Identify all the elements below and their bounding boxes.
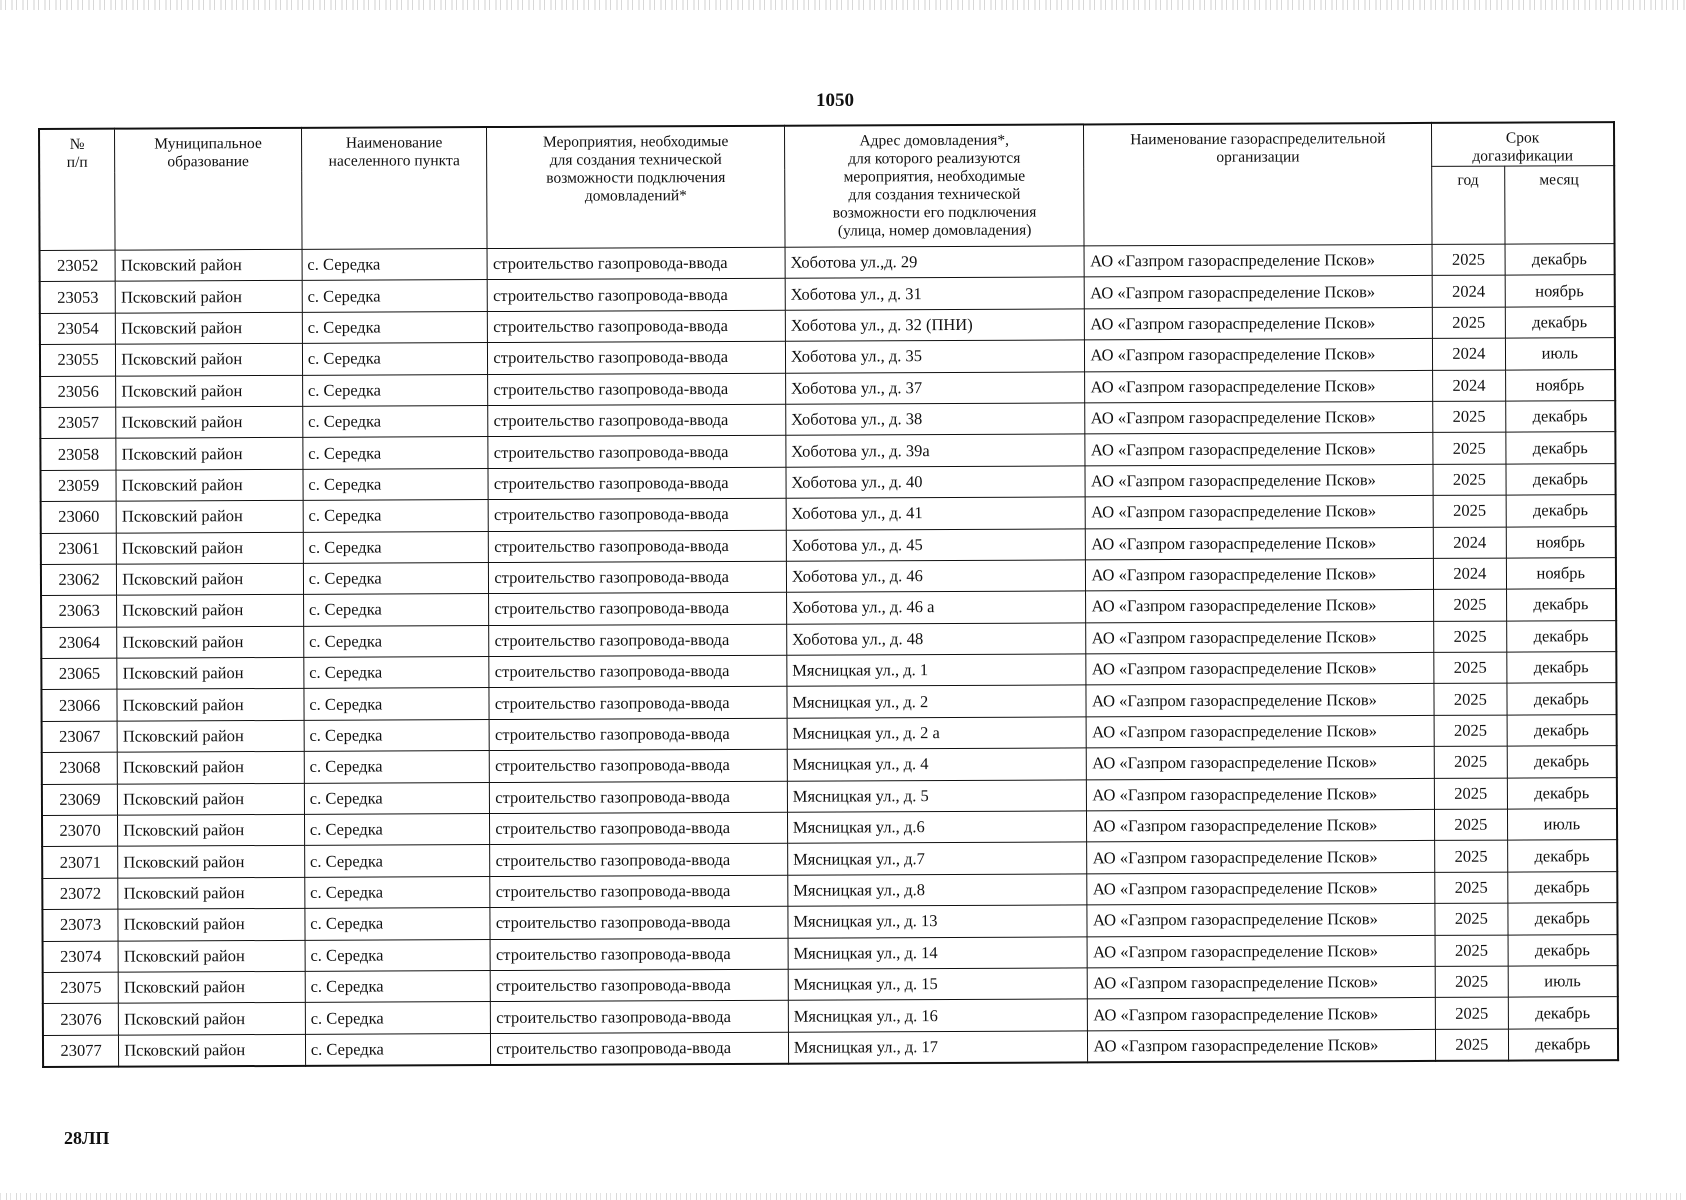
cell-year: 2025 [1434, 778, 1507, 810]
cell-address: Хоботова ул.,д. 29 [785, 246, 1085, 279]
cell-month: декабрь [1507, 871, 1617, 903]
cell-municipality: Псковский район [117, 626, 304, 658]
cell-address: Мясницкая ул., д.6 [787, 811, 1087, 844]
cell-measure: строительство газопровода-ввода [488, 373, 786, 406]
cell-municipality: Псковский район [116, 344, 303, 376]
cell-municipality: Псковский район [118, 940, 305, 972]
cell-settlement: с. Середка [305, 908, 491, 940]
scan-edge-top [0, 0, 1686, 10]
cell-year: 2025 [1434, 684, 1507, 716]
cell-month: декабрь [1507, 714, 1617, 746]
cell-organization: АО «Газпром газораспределение Псков» [1087, 778, 1435, 811]
cell-settlement: с. Середка [302, 343, 488, 375]
header-address-text: Адрес домовладения*, для которого реализуются мероприятия, необходимые для создания технической возможности его подключения (улица, номер домовладения) [832, 131, 1037, 240]
cell-organization: АО «Газпром газораспределение Псков» [1085, 370, 1433, 403]
cell-settlement: с. Середка [303, 437, 489, 469]
cell-municipality: Псковский район [118, 783, 305, 815]
cell-month: июль [1508, 966, 1618, 998]
cell-organization: АО «Газпром газораспределение Псков» [1088, 1029, 1436, 1062]
cell-month: декабрь [1508, 997, 1618, 1029]
cell-measure: строительство газопровода-ввода [489, 561, 787, 594]
cell-num: 23069 [42, 784, 118, 816]
cell-num: 23060 [41, 501, 117, 533]
cell-organization: АО «Газпром газораспределение Псков» [1086, 496, 1434, 529]
cell-address: Мясницкая ул., д. 15 [788, 968, 1088, 1001]
cell-month: июль [1507, 809, 1617, 841]
cell-measure: строительство газопровода-ввода [489, 655, 787, 688]
cell-address: Хоботова ул., д. 31 [785, 277, 1085, 310]
cell-address: Хоботова ул., д. 37 [785, 371, 1085, 404]
cell-month: декабрь [1507, 777, 1617, 809]
gasification-table [38, 121, 1619, 1068]
cell-year: 2025 [1435, 872, 1508, 904]
cell-municipality: Псковский район [118, 846, 305, 878]
cell-settlement: с. Середка [302, 311, 488, 343]
cell-num: 23070 [42, 815, 118, 847]
cell-address: Мясницкая ул., д.8 [788, 874, 1088, 907]
cell-organization: АО «Газпром газораспределение Псков» [1088, 998, 1436, 1031]
cell-municipality: Псковский район [117, 689, 304, 721]
cell-measure: строительство газопровода-ввода [490, 906, 788, 939]
cell-address: Хоботова ул., д. 46 [786, 560, 1086, 593]
cell-month: декабрь [1508, 903, 1618, 935]
cell-num: 23075 [43, 972, 119, 1004]
cell-num: 23072 [42, 878, 118, 910]
cell-num: 23068 [42, 752, 118, 784]
cell-year: 2025 [1432, 307, 1505, 339]
cell-settlement: с. Середка [302, 249, 488, 281]
cell-measure: строительство газопровода-ввода [489, 593, 787, 626]
cell-num: 23074 [43, 941, 119, 973]
cell-month: ноябрь [1506, 526, 1616, 558]
cell-municipality: Псковский район [116, 312, 303, 344]
cell-organization: АО «Газпром газораспределение Псков» [1085, 307, 1433, 340]
cell-organization: АО «Газпром газораспределение Псков» [1086, 590, 1434, 623]
cell-month: ноябрь [1506, 558, 1616, 590]
header-settlement [301, 127, 487, 249]
cell-measure: строительство газопровода-ввода [488, 341, 786, 374]
cell-num: 23071 [42, 847, 118, 879]
cell-measure: строительство газопровода-ввода [488, 310, 786, 343]
cell-measure: строительство газопровода-ввода [490, 844, 788, 877]
cell-address: Мясницкая ул., д. 2 а [787, 717, 1087, 750]
cell-settlement: с. Середка [304, 719, 490, 751]
cell-month: декабрь [1505, 244, 1615, 276]
cell-num: 23063 [41, 595, 117, 627]
cell-measure: строительство газопровода-ввода [491, 1001, 789, 1034]
cell-month: декабрь [1505, 306, 1615, 338]
cell-municipality: Псковский район [118, 877, 305, 909]
cell-address: Хоботова ул., д. 41 [786, 497, 1086, 530]
cell-organization: АО «Газпром газораспределение Псков» [1085, 401, 1433, 434]
cell-organization: АО «Газпром газораспределение Псков» [1086, 652, 1434, 685]
header-municipality-text: Муниципальное образование [154, 135, 262, 171]
cell-address: Мясницкая ул., д. 13 [788, 905, 1088, 938]
cell-month: июль [1505, 338, 1615, 370]
cell-measure: строительство газопровода-ввода [489, 530, 787, 563]
cell-num: 23062 [41, 564, 117, 596]
cell-address: Хоботова ул., д. 46 а [786, 591, 1086, 624]
cell-municipality: Псковский район [117, 752, 304, 784]
cell-year: 2024 [1433, 370, 1506, 402]
cell-settlement: с. Середка [305, 1033, 491, 1066]
cell-year: 2025 [1436, 1029, 1509, 1061]
cell-month: декабрь [1505, 401, 1615, 433]
cell-address: Мясницкая ул., д. 1 [787, 654, 1087, 687]
cell-measure: строительство газопровода-ввода [491, 969, 789, 1002]
cell-municipality: Псковский район [117, 720, 304, 752]
header-term-text: Срок догазификации [1472, 129, 1574, 165]
cell-settlement: с. Середка [302, 374, 488, 406]
cell-month: декабрь [1506, 463, 1616, 495]
cell-address: Мясницкая ул., д. 16 [788, 999, 1088, 1032]
cell-address: Хоботова ул., д. 45 [786, 528, 1086, 561]
cell-organization: АО «Газпром газораспределение Псков» [1085, 433, 1433, 466]
cell-month: декабрь [1505, 432, 1615, 464]
cell-month: ноябрь [1505, 275, 1615, 307]
cell-settlement: с. Середка [305, 1002, 491, 1034]
cell-settlement: с. Середка [303, 531, 489, 563]
cell-organization: АО «Газпром газораспределение Псков» [1085, 464, 1433, 497]
cell-organization: АО «Газпром газораспределение Псков» [1088, 966, 1436, 999]
header-term [1432, 122, 1615, 166]
cell-address: Мясницкая ул., д. 2 [787, 685, 1087, 718]
cell-organization: АО «Газпром газораспределение Псков» [1088, 935, 1436, 968]
cell-month: декабрь [1507, 683, 1617, 715]
cell-year: 2024 [1433, 527, 1506, 559]
cell-num: 23067 [42, 721, 118, 753]
cell-settlement: с. Середка [303, 562, 489, 594]
cell-num: 23076 [43, 1004, 119, 1036]
cell-municipality: Псковский район [119, 1003, 306, 1035]
cell-settlement: с. Середка [305, 939, 491, 971]
cell-organization: АО «Газпром газораспределение Псков» [1086, 558, 1434, 591]
cell-year: 2025 [1435, 997, 1508, 1029]
cell-address: Мясницкая ул., д.7 [787, 842, 1087, 875]
header-num [39, 129, 115, 251]
cell-num: 23055 [40, 344, 116, 376]
cell-municipality: Псковский район [117, 595, 304, 627]
cell-num: 23077 [43, 1035, 119, 1067]
cell-year: 2025 [1435, 903, 1508, 935]
cell-num: 23052 [40, 250, 116, 282]
cell-address: Хоботова ул., д. 40 [786, 466, 1086, 499]
cell-municipality: Псковский район [118, 814, 305, 846]
cell-municipality: Псковский район [116, 406, 303, 438]
cell-year: 2025 [1434, 652, 1507, 684]
cell-municipality: Псковский район [119, 1034, 306, 1067]
cell-address: Мясницкая ул., д. 4 [787, 748, 1087, 781]
cell-municipality: Псковский район [116, 375, 303, 407]
cell-organization: АО «Газпром газораспределение Псков» [1085, 244, 1433, 277]
cell-num: 23058 [40, 439, 116, 471]
cell-settlement: с. Середка [304, 751, 490, 783]
cell-measure: строительство газопровода-ввода [489, 624, 787, 657]
header-municipality [115, 128, 302, 250]
cell-num: 23056 [40, 376, 116, 408]
cell-settlement: с. Середка [303, 468, 489, 500]
cell-year: 2025 [1434, 746, 1507, 778]
cell-organization: АО «Газпром газораспределение Псков» [1085, 276, 1433, 309]
cell-measure: строительство газопровода-ввода [490, 875, 788, 908]
sheet-code: 28ЛП [64, 1128, 110, 1148]
cell-year: 2025 [1433, 401, 1506, 433]
cell-organization: АО «Газпром газораспределение Псков» [1087, 809, 1435, 842]
cell-organization: АО «Газпром газораспределение Псков» [1086, 621, 1434, 654]
cell-month: декабрь [1507, 840, 1617, 872]
cell-municipality: Псковский район [116, 500, 303, 532]
cell-municipality: Псковский район [116, 438, 303, 470]
cell-year: 2025 [1434, 621, 1507, 653]
cell-year: 2024 [1432, 275, 1505, 307]
cell-organization: АО «Газпром газораспределение Псков» [1087, 841, 1435, 874]
cell-municipality: Псковский район [118, 971, 305, 1003]
header-measures-text: Мероприятия, необходимые для создания технической возможности подключения домовладений* [542, 132, 729, 205]
cell-year: 2025 [1433, 464, 1506, 496]
cell-settlement: с. Середка [304, 782, 490, 814]
cell-address: Мясницкая ул., д. 5 [787, 780, 1087, 813]
header-measures [487, 126, 785, 249]
cell-measure: строительство газопровода-ввода [488, 498, 786, 531]
cell-measure: строительство газопровода-ввода [488, 436, 786, 469]
cell-num: 23057 [40, 407, 116, 439]
cell-measure: строительство газопровода-ввода [490, 938, 788, 971]
cell-address: Мясницкая ул., д. 14 [788, 937, 1088, 970]
cell-num: 23059 [40, 470, 116, 502]
cell-measure: строительство газопровода-ввода [491, 1032, 789, 1065]
table-header-row [39, 122, 1614, 172]
cell-measure: строительство газопровода-ввода [490, 749, 788, 782]
header-address [784, 124, 1084, 247]
cell-address: Хоботова ул., д. 35 [785, 340, 1085, 373]
cell-organization: АО «Газпром газораспределение Псков» [1087, 872, 1435, 905]
cell-address: Хоботова ул., д. 48 [787, 623, 1087, 656]
header-settlement-text: Наименование населенного пункта [328, 134, 460, 170]
cell-year: 2025 [1435, 966, 1508, 998]
cell-year: 2025 [1433, 495, 1506, 527]
table-body [40, 244, 1619, 1068]
cell-year: 2025 [1432, 244, 1505, 276]
cell-settlement: с. Середка [305, 971, 491, 1003]
cell-num: 23053 [40, 282, 116, 314]
cell-address: Мясницкая ул., д. 17 [788, 1031, 1088, 1064]
cell-settlement: с. Середка [304, 657, 490, 689]
cell-settlement: с. Середка [304, 814, 490, 846]
cell-address: Хоботова ул., д. 39а [786, 434, 1086, 467]
cell-measure: строительство газопровода-ввода [489, 687, 787, 720]
cell-address: Хоботова ул., д. 32 (ПНИ) [785, 309, 1085, 342]
cell-measure: строительство газопровода-ввода [488, 467, 786, 500]
cell-organization: АО «Газпром газораспределение Псков» [1087, 747, 1435, 780]
cell-num: 23061 [41, 533, 117, 565]
cell-settlement: с. Середка [303, 500, 489, 532]
cell-measure: строительство газопровода-ввода [488, 279, 786, 312]
cell-measure: строительство газопровода-ввода [489, 718, 787, 751]
cell-organization: АО «Газпром газораспределение Псков» [1087, 904, 1435, 937]
gasification-table-container [38, 121, 1619, 1068]
cell-month: ноябрь [1505, 369, 1615, 401]
cell-month: декабрь [1506, 652, 1616, 684]
cell-month: декабрь [1507, 746, 1617, 778]
header-num-text: № п/п [66, 135, 88, 171]
table-row [43, 1028, 1618, 1067]
header-month: месяц [1504, 166, 1614, 244]
cell-organization: АО «Газпром газораспределение Псков» [1087, 715, 1435, 748]
cell-municipality: Псковский район [116, 532, 303, 564]
cell-num: 23065 [41, 658, 117, 690]
cell-settlement: с. Середка [303, 594, 489, 626]
cell-year: 2024 [1433, 338, 1506, 370]
header-organization [1084, 123, 1432, 246]
cell-year: 2025 [1435, 935, 1508, 967]
cell-year: 2025 [1434, 589, 1507, 621]
page-number: 1050 [816, 90, 854, 111]
cell-measure: строительство газопровода-ввода [490, 812, 788, 845]
cell-settlement: с. Середка [303, 625, 489, 657]
cell-year: 2025 [1434, 715, 1507, 747]
header-organization-text: Наименование газораспределительной организации [1130, 130, 1386, 166]
cell-settlement: с. Середка [302, 280, 488, 312]
cell-year: 2025 [1435, 809, 1508, 841]
cell-measure: строительство газопровода-ввода [488, 404, 786, 437]
cell-month: декабрь [1506, 589, 1616, 621]
cell-municipality: Псковский район [117, 657, 304, 689]
cell-num: 23054 [40, 313, 116, 345]
cell-organization: АО «Газпром газораспределение Псков» [1086, 527, 1434, 560]
cell-year: 2025 [1433, 432, 1506, 464]
cell-measure: строительство газопровода-ввода [490, 781, 788, 814]
cell-settlement: с. Середка [305, 876, 491, 908]
cell-num: 23064 [41, 627, 117, 659]
cell-municipality: Псковский район [117, 563, 304, 595]
cell-month: декабрь [1508, 1028, 1618, 1060]
cell-settlement: с. Середка [304, 688, 490, 720]
cell-month: декабрь [1506, 620, 1616, 652]
cell-year: 2024 [1434, 558, 1507, 590]
cell-measure: строительство газопровода-ввода [487, 247, 785, 280]
cell-municipality: Псковский район [116, 469, 303, 501]
cell-year: 2025 [1435, 841, 1508, 873]
cell-settlement: с. Середка [304, 845, 490, 877]
cell-municipality: Псковский район [118, 909, 305, 941]
cell-month: декабрь [1508, 934, 1618, 966]
cell-address: Хоботова ул., д. 38 [786, 403, 1086, 436]
cell-municipality: Псковский район [115, 249, 302, 281]
cell-num: 23066 [41, 690, 117, 722]
scan-edge-bottom [0, 1193, 1686, 1200]
cell-settlement: с. Середка [303, 405, 489, 437]
header-year: год [1432, 166, 1505, 244]
cell-organization: АО «Газпром газораспределение Псков» [1086, 684, 1434, 717]
cell-organization: АО «Газпром газораспределение Псков» [1085, 339, 1433, 372]
cell-municipality: Псковский район [115, 281, 302, 313]
cell-num: 23073 [42, 909, 118, 941]
cell-month: декабрь [1506, 495, 1616, 527]
